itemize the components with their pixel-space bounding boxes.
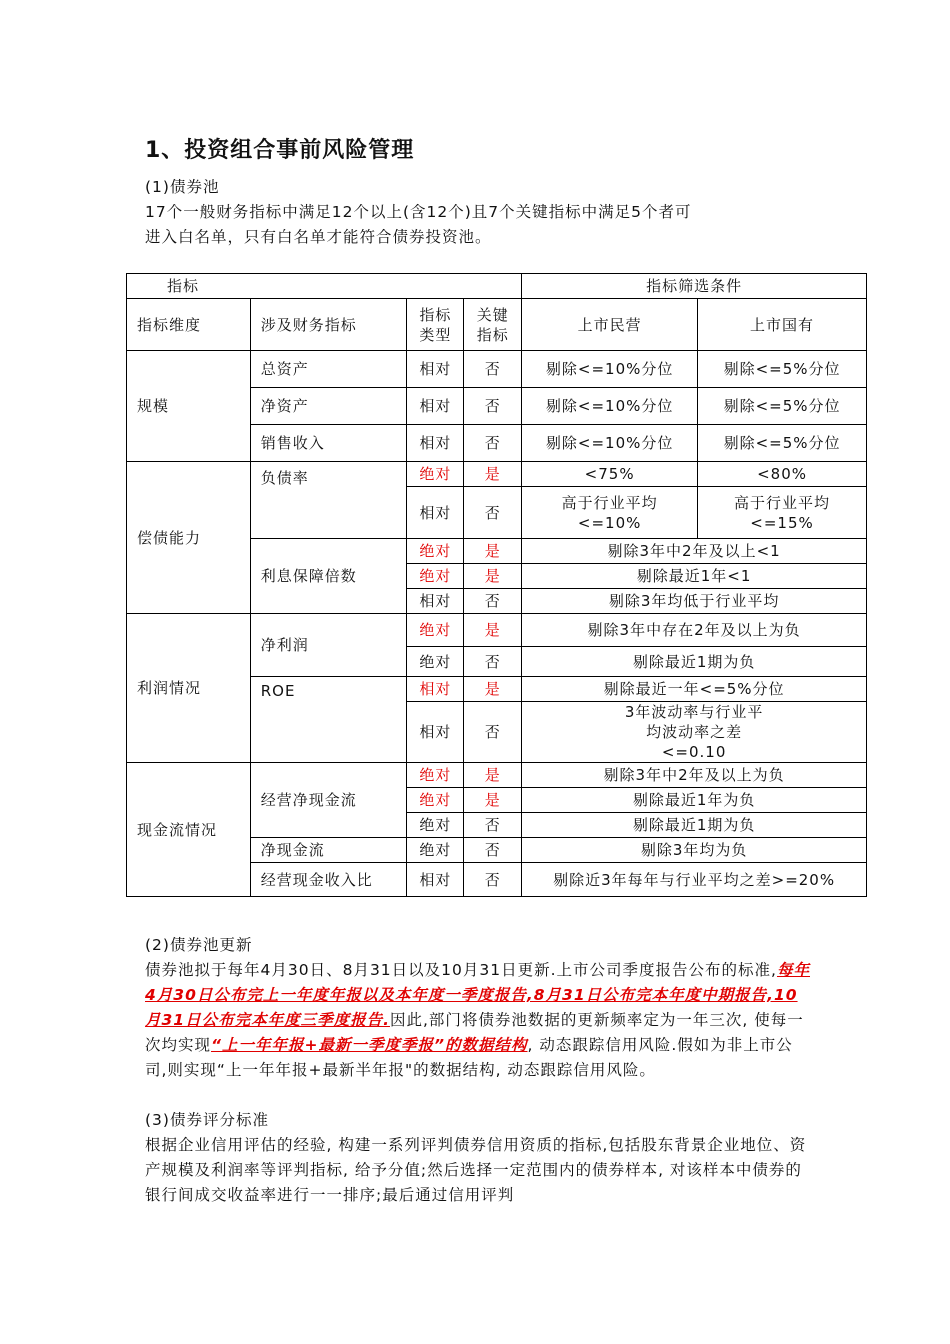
dimension-profit: 利润情况 bbox=[127, 614, 251, 763]
metric-cell: 销售收入 bbox=[250, 425, 407, 462]
bond-pool-text-line-2: 进入白名单，只有白名单才能符合债券投资池。 bbox=[145, 228, 492, 246]
metric-cell: ROE bbox=[250, 677, 407, 763]
shared-criteria-cell: 剔除3年均低于行业平均 bbox=[522, 589, 867, 614]
metric-cell: 经营净现金流 bbox=[250, 763, 407, 838]
shared-criteria-cell: 剔除3年中2年及以上为负 bbox=[522, 763, 867, 788]
type-cell: 绝对 bbox=[407, 813, 464, 838]
header-financial-indicator: 涉及财务指标 bbox=[250, 299, 407, 351]
key-cell: 否 bbox=[464, 863, 522, 897]
shared-criteria-cell: 剔除最近1期为负 bbox=[522, 647, 867, 677]
dimension-scale: 规模 bbox=[127, 351, 251, 462]
metric-cell: 负债率 bbox=[250, 462, 407, 539]
pool-update-highlight-structure: “上一年年报+最新一季度季报”的数据结构 bbox=[211, 1036, 528, 1054]
state-criteria-cell: 剔除<=5%分位 bbox=[698, 425, 867, 462]
type-cell: 绝对 bbox=[407, 462, 464, 487]
shared-criteria-cell: 剔除最近一年<=5%分位 bbox=[522, 677, 867, 702]
shared-criteria-cell: 剔除最近1期为负 bbox=[522, 813, 867, 838]
type-cell: 绝对 bbox=[407, 564, 464, 589]
header-listed-state: 上市国有 bbox=[698, 299, 867, 351]
indicator-criteria-table bbox=[126, 273, 867, 897]
state-criteria-cell: 剔除<=5%分位 bbox=[698, 388, 867, 425]
private-criteria-cell: 剔除<=10%分位 bbox=[522, 425, 698, 462]
key-cell: 否 bbox=[464, 702, 522, 763]
type-cell: 绝对 bbox=[407, 647, 464, 677]
metric-cell: 总资产 bbox=[250, 351, 407, 388]
header-dimension: 指标维度 bbox=[127, 299, 251, 351]
key-cell: 否 bbox=[464, 425, 522, 462]
type-cell: 相对 bbox=[407, 388, 464, 425]
type-cell: 相对 bbox=[407, 863, 464, 897]
pool-update-text: 债券池拟于每年4月30日、8月31日以及10月31日更新.上市公司季度报告公布的标准, bbox=[145, 961, 777, 979]
header-key: 关键指标 bbox=[464, 299, 522, 351]
type-cell: 相对 bbox=[407, 425, 464, 462]
scoring-paragraph: 根据企业信用评估的经验, 构建一系列评判债券信用资质的指标,包括股东背景企业地位、资产规模及利润率等评判指标, 给予分值;然后选择一定范围内的债券样本, 对该样本中债券的银行间成交收益率进行一一排序;最后通过信用评判 bbox=[145, 1136, 807, 1204]
shared-criteria-cell: 剔除最近1年<1 bbox=[522, 564, 867, 589]
type-cell: 绝对 bbox=[407, 838, 464, 863]
subsection-title-scoring: (3)债券评分标准 bbox=[145, 1111, 269, 1129]
shared-criteria-cell: 剔除3年中2年及以上<1 bbox=[522, 539, 867, 564]
header-type: 指标类型 bbox=[407, 299, 464, 351]
pool-update-text-2: 因此,部门将债券池数据的更新频率定为一年三次, 使每一次均实现 bbox=[145, 1011, 804, 1054]
type-cell: 相对 bbox=[407, 589, 464, 614]
key-cell: 是 bbox=[464, 539, 522, 564]
shared-criteria-cell: 剔除3年中存在2年及以上为负 bbox=[522, 614, 867, 647]
dimension-solvency: 偿债能力 bbox=[127, 462, 251, 614]
pool-update-highlight-dates: 每年4月30日公布完上一年度年报以及本年度一季度报告,8月31日公布完本年度中期报告,10月31日公布完本年度三季度报告. bbox=[145, 961, 810, 1029]
key-cell: 是 bbox=[464, 677, 522, 702]
key-cell: 是 bbox=[464, 788, 522, 813]
private-criteria-cell: 高于行业平均<=10% bbox=[522, 487, 698, 539]
private-criteria-cell: <75% bbox=[522, 462, 698, 487]
type-cell: 相对 bbox=[407, 677, 464, 702]
metric-cell: 净现金流 bbox=[250, 838, 407, 863]
key-cell: 是 bbox=[464, 614, 522, 647]
key-cell: 是 bbox=[464, 462, 522, 487]
header-criteria: 指标筛选条件 bbox=[522, 274, 867, 299]
key-cell: 否 bbox=[464, 351, 522, 388]
shared-criteria-cell: 剔除最近1年为负 bbox=[522, 788, 867, 813]
type-cell: 相对 bbox=[407, 702, 464, 763]
key-cell: 否 bbox=[464, 388, 522, 425]
shared-criteria-cell: 剔除3年均为负 bbox=[522, 838, 867, 863]
key-cell: 是 bbox=[464, 564, 522, 589]
private-criteria-cell: 剔除<=10%分位 bbox=[522, 388, 698, 425]
shared-criteria-cell: 3年波动率与行业平均波动率之差<=0.10 bbox=[522, 702, 867, 763]
metric-cell: 经营现金收入比 bbox=[250, 863, 407, 897]
type-cell: 相对 bbox=[407, 487, 464, 539]
state-criteria-cell: 高于行业平均<=15% bbox=[698, 487, 867, 539]
key-cell: 否 bbox=[464, 487, 522, 539]
type-cell: 绝对 bbox=[407, 614, 464, 647]
key-cell: 是 bbox=[464, 763, 522, 788]
key-cell: 否 bbox=[464, 647, 522, 677]
type-cell: 绝对 bbox=[407, 539, 464, 564]
subsection-title-pool-update: (2)债券池更新 bbox=[145, 936, 253, 954]
shared-criteria-cell: 剔除近3年每年与行业平均之差>=20% bbox=[522, 863, 867, 897]
key-cell: 否 bbox=[464, 589, 522, 614]
metric-cell: 利息保障倍数 bbox=[250, 539, 407, 614]
state-criteria-cell: <80% bbox=[698, 462, 867, 487]
type-cell: 绝对 bbox=[407, 788, 464, 813]
section-heading: 1、投资组合事前风险管理 bbox=[145, 138, 415, 163]
type-cell: 相对 bbox=[407, 351, 464, 388]
header-listed-private: 上市民营 bbox=[522, 299, 698, 351]
metric-cell: 净利润 bbox=[250, 614, 407, 677]
key-cell: 否 bbox=[464, 838, 522, 863]
private-criteria-cell: 剔除<=10%分位 bbox=[522, 351, 698, 388]
bond-pool-text-line-1: 17个一般财务指标中满足12个以上(含12个)且7个关键指标中满足5个者可 bbox=[145, 203, 692, 221]
dimension-cashflow: 现金流情况 bbox=[127, 763, 251, 897]
pool-update-paragraph bbox=[145, 958, 810, 1083]
type-cell: 绝对 bbox=[407, 763, 464, 788]
state-criteria-cell: 剔除<=5%分位 bbox=[698, 351, 867, 388]
pool-update-text-3: , 动态跟踪信用风险.假如为非上市公司,则实现“上一年年报+最新半年报"的数据结构, 动态跟踪信用风险。 bbox=[145, 1036, 793, 1079]
key-cell: 否 bbox=[464, 813, 522, 838]
header-indicator: 指标 bbox=[127, 274, 522, 299]
metric-cell: 净资产 bbox=[250, 388, 407, 425]
subsection-title-bond-pool: (1)债券池 bbox=[145, 178, 220, 196]
